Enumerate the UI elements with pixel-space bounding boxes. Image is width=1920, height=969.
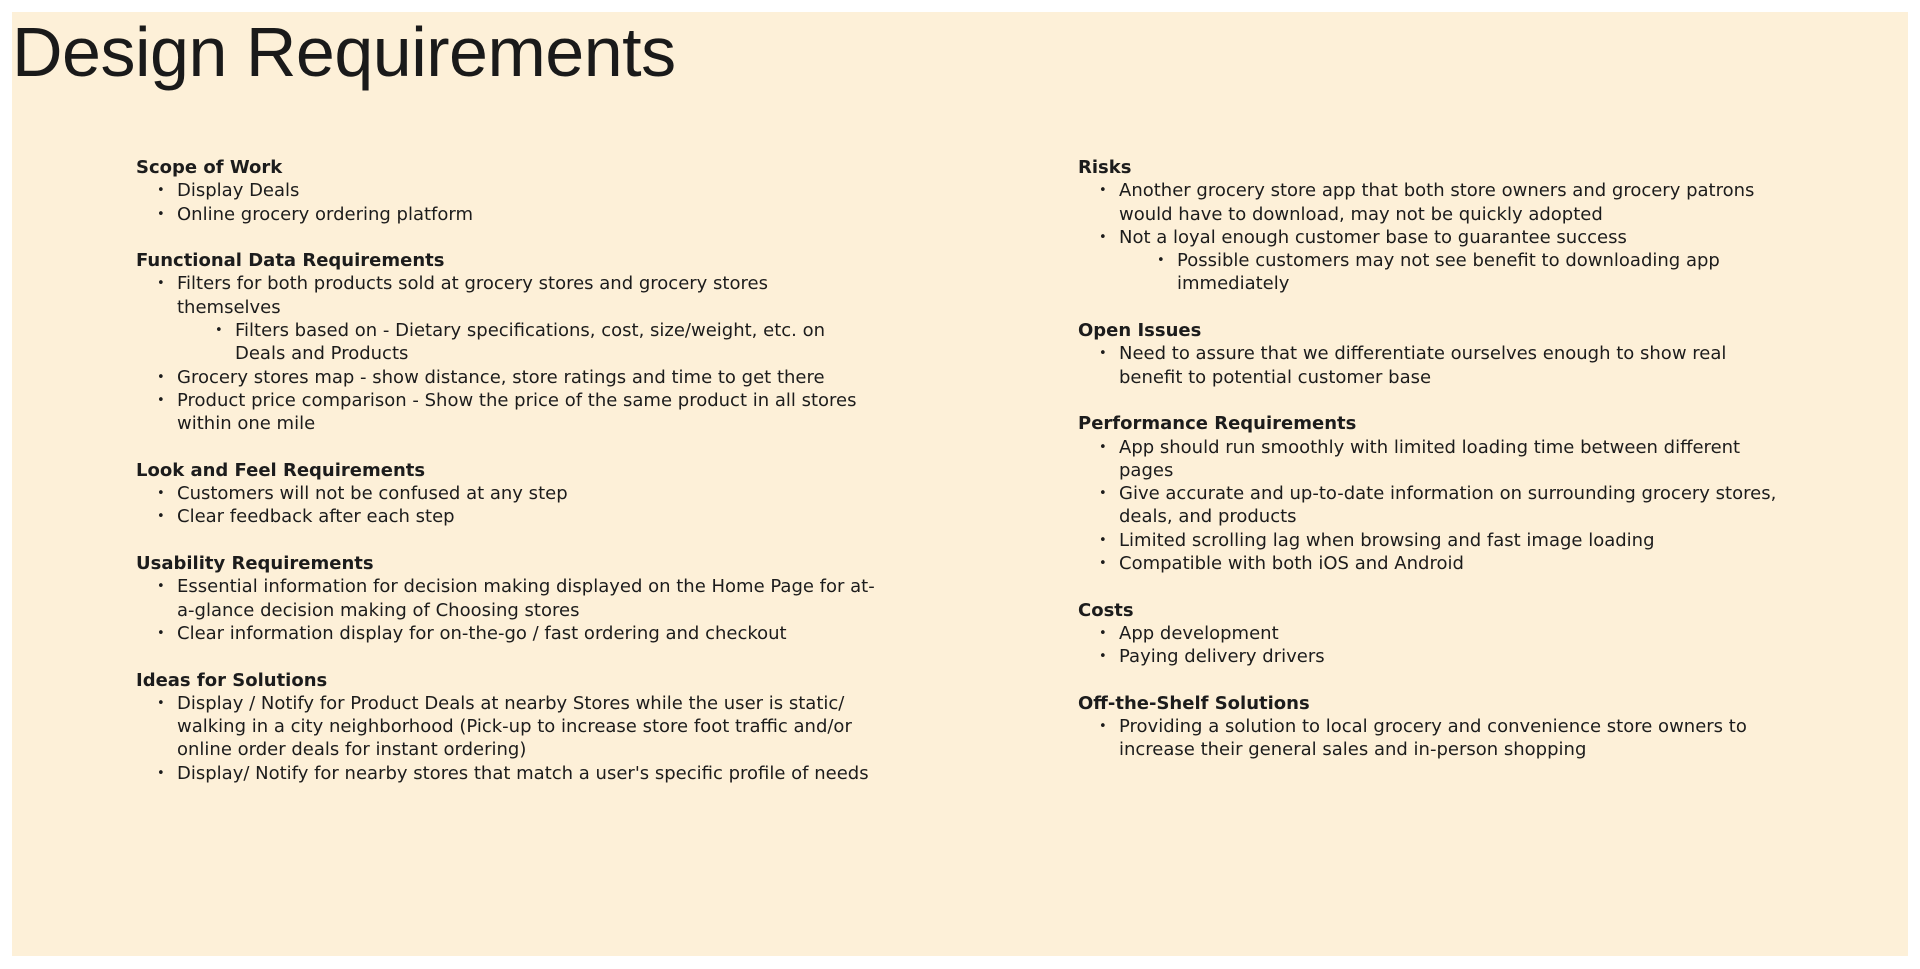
list-item: • Online grocery ordering platform xyxy=(177,203,876,226)
section-heading: Look and Feel Requirements xyxy=(136,459,426,481)
section-heading: Usability Requirements xyxy=(136,553,374,575)
list-item: • Another grocery store app that both store owners and grocery patrons would have to download, may not be quickly adopted xyxy=(1119,179,1778,226)
list-item xyxy=(1119,226,1778,296)
list-item: • App should run smoothly with limited loading time between different pages xyxy=(1119,436,1778,483)
section-open-issues xyxy=(1078,319,1778,389)
bullet-list xyxy=(1078,715,1778,762)
section-ideas-for-solutions xyxy=(136,669,876,785)
list-item: • Providing a solution to local grocery and convenience store owners to increase their general sales and in-person shopping xyxy=(1119,715,1778,762)
list-item: • Grocery stores map - show distance, store ratings and time to get there xyxy=(177,366,876,389)
section-scope-of-work xyxy=(136,156,876,226)
section-heading: Off-the-Shelf Solutions xyxy=(1078,692,1310,714)
left-column xyxy=(136,156,876,808)
bullet-list xyxy=(136,482,876,529)
section-look-and-feel xyxy=(136,459,876,529)
right-column xyxy=(1078,156,1778,785)
list-item: • Paying delivery drivers xyxy=(1119,645,1778,668)
page-title: Design Requirements xyxy=(12,13,676,91)
list-item-text: Filters for both products sold at grocery stores and grocery stores themselves xyxy=(177,273,768,318)
list-item xyxy=(177,272,876,365)
section-off-the-shelf xyxy=(1078,692,1778,762)
bullet-list xyxy=(1078,436,1778,576)
bullet-list xyxy=(136,272,876,435)
section-heading: Functional Data Requirements xyxy=(136,250,445,272)
list-item: • Display / Notify for Product Deals at nearby Stores while the user is static/ walking in a city neighborhood (Pick-up to increase store foot traffic and/or online order deals for instant ordering) xyxy=(177,692,876,762)
bullet-list xyxy=(1078,622,1778,669)
list-item: • Limited scrolling lag when browsing and fast image loading xyxy=(1119,529,1778,552)
bullet-list xyxy=(1078,342,1778,389)
section-usability xyxy=(136,552,876,645)
section-heading: Costs xyxy=(1078,599,1134,621)
sub-list-item: • Filters based on - Dietary specifications, cost, size/weight, etc. on Deals and Products xyxy=(235,319,876,366)
list-item: • Compatible with both iOS and Android xyxy=(1119,552,1778,575)
list-item: • Display/ Notify for nearby stores that match a user's specific profile of needs xyxy=(177,762,876,785)
section-heading: Open Issues xyxy=(1078,320,1202,342)
sub-bullet-list xyxy=(1119,249,1778,296)
bullet-list xyxy=(1078,179,1778,295)
list-item-text: Not a loyal enough customer base to guarantee success xyxy=(1119,226,1627,248)
section-costs xyxy=(1078,599,1778,669)
list-item: • Need to assure that we differentiate ourselves enough to show real benefit to potential customer base xyxy=(1119,342,1778,389)
section-heading: Ideas for Solutions xyxy=(136,669,328,691)
list-item: • Customers will not be confused at any step xyxy=(177,482,876,505)
list-item: • Give accurate and up-to-date information on surrounding grocery stores, deals, and products xyxy=(1119,482,1778,529)
section-performance xyxy=(1078,412,1778,575)
list-item: • Essential information for decision making displayed on the Home Page for at-a-glance decision making of Choosing stores xyxy=(177,575,876,622)
sub-bullet-list xyxy=(177,319,876,366)
section-heading: Scope of Work xyxy=(136,157,283,178)
section-heading: Performance Requirements xyxy=(1078,413,1357,435)
bullet-list xyxy=(136,575,876,645)
sub-list-item: • Possible customers may not see benefit to downloading app immediately xyxy=(1177,249,1778,296)
list-item: • Clear feedback after each step xyxy=(177,505,876,528)
list-item: • Clear information display for on-the-go / fast ordering and checkout xyxy=(177,622,876,645)
section-heading: Risks xyxy=(1078,157,1132,178)
bullet-list xyxy=(136,692,876,785)
list-item: • Product price comparison - Show the price of the same product in all stores within one mile xyxy=(177,389,876,436)
list-item: • App development xyxy=(1119,622,1778,645)
section-risks xyxy=(1078,156,1778,296)
list-item: • Display Deals xyxy=(177,179,876,202)
bullet-list xyxy=(136,179,876,226)
section-functional-data-requirements xyxy=(136,249,876,435)
